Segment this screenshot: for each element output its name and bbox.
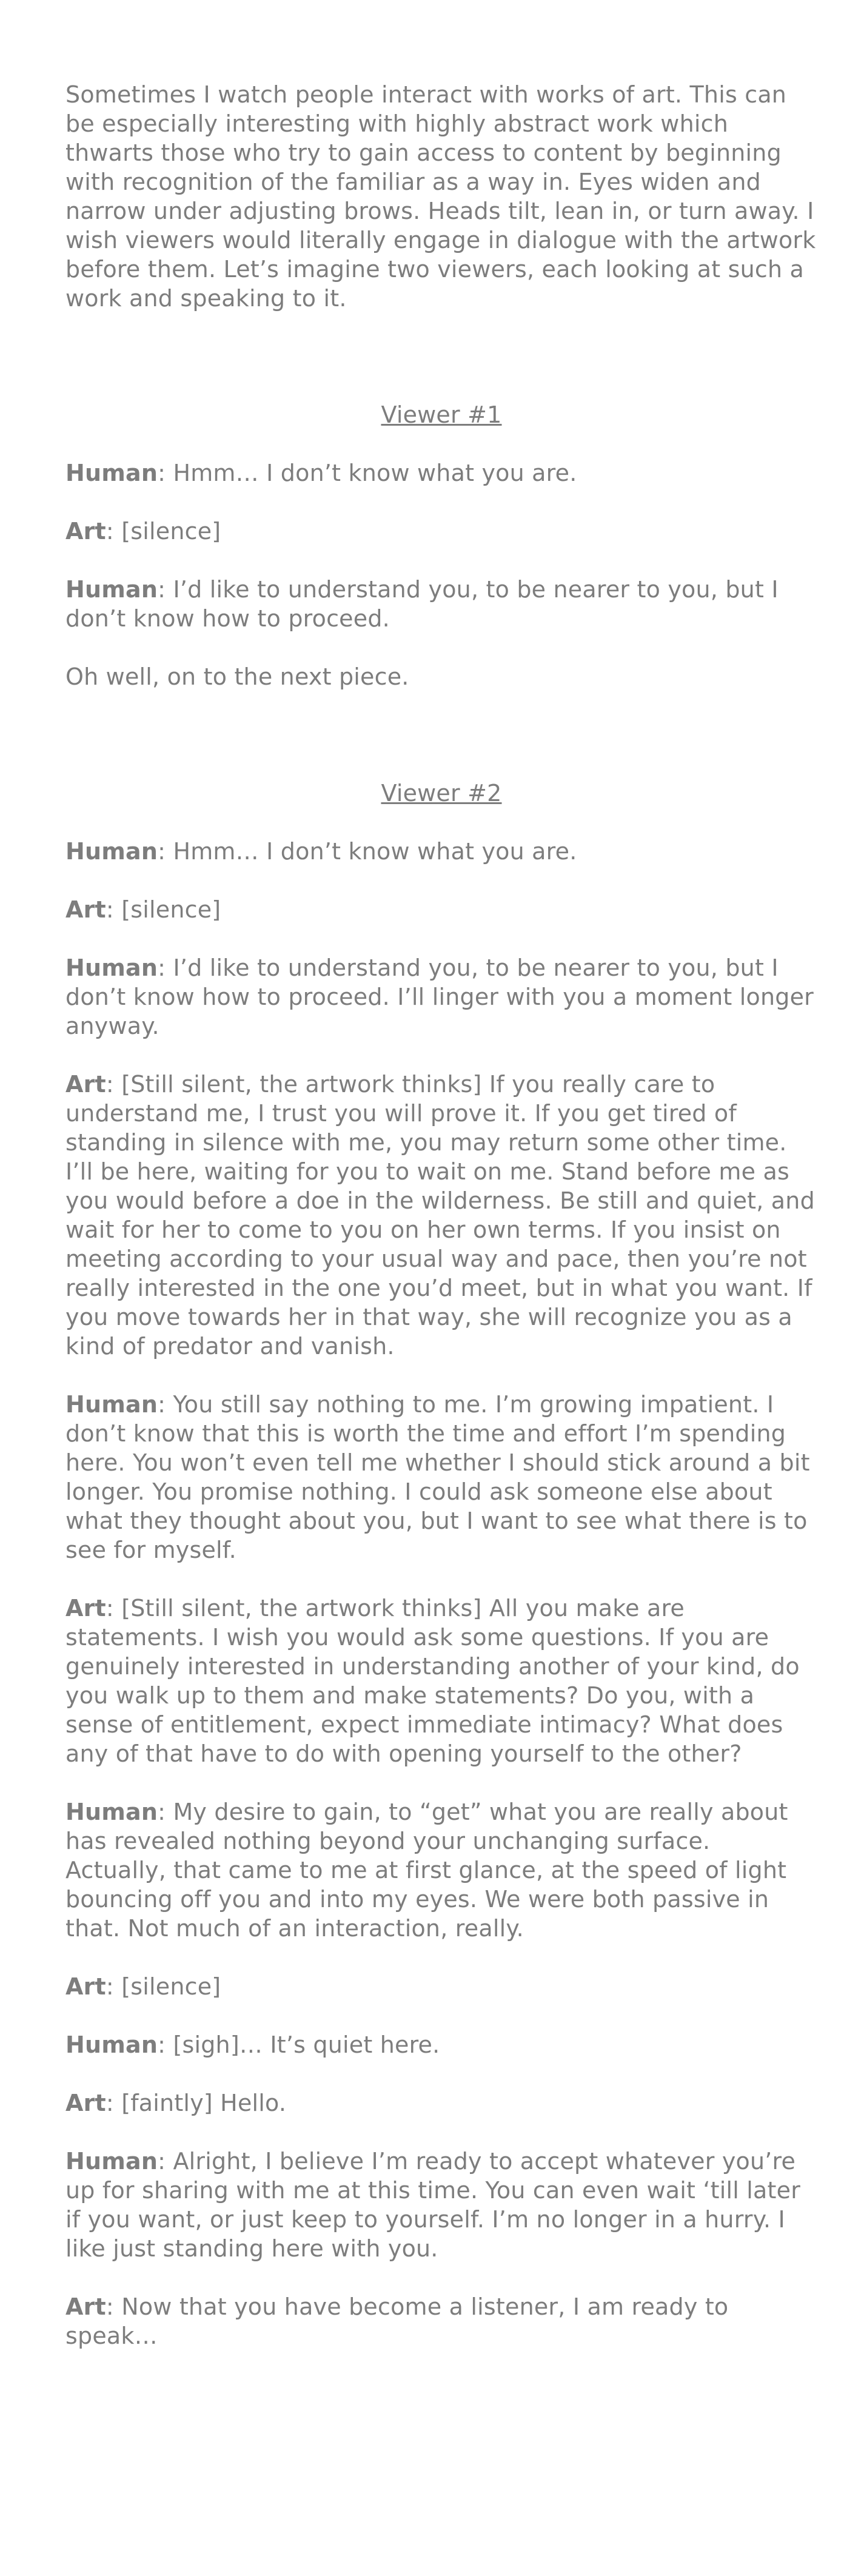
- dialogue-text: : Hmm… I don’t know what you are.: [158, 838, 577, 865]
- dialogue-text: : Alright, I believe I’m ready to accept whatever you’re up for sharing with me at this time. You can even wait ‘till later if you want, or just keep to yourself. I’m no longer in a hurry. I like just standing here with you.: [65, 2148, 801, 2262]
- viewer-1-section: [65, 400, 817, 691]
- dialogue-text: : [silence]: [105, 518, 221, 545]
- dialogue-line: [65, 1972, 817, 2001]
- speaker-label: Human: [65, 1391, 158, 1418]
- dialogue-line: [65, 2030, 817, 2059]
- dialogue-line: [65, 953, 817, 1041]
- viewer-2-section: [65, 779, 817, 2350]
- dialogue-text: : You still say nothing to me. I’m growing impatient. I don’t know that this is worth the time and effort I’m spending here. You won’t even tell me whether I should stick around a bit longer. You promise nothing. I could ask someone else about what they thought about you, but I want to see what there is to see for myself.: [65, 1391, 810, 1563]
- dialogue-line: [65, 837, 817, 866]
- viewer-1-heading: Viewer #1: [381, 401, 502, 428]
- dialogue-text: : Hmm… I don’t know what you are.: [158, 460, 577, 486]
- dialogue-text: : My desire to gain, to “get” what you are really about has revealed nothing beyond your unchanging surface. Actually, that came to me at first glance, at the speed of light bouncing off you and into my eyes. We were both passive in that. Not much of an interaction, really.: [65, 1799, 788, 1942]
- dialogue-line: [65, 1797, 817, 1943]
- dialogue-line: [65, 458, 817, 488]
- dialogue-line: [65, 1390, 817, 1565]
- dialogue-text: : [faintly] Hello.: [105, 2090, 287, 2116]
- speaker-label: Human: [65, 954, 158, 981]
- speaker-label: Art: [65, 1973, 106, 2000]
- dialogue-line: [65, 2292, 817, 2350]
- speaker-label: Human: [65, 460, 158, 486]
- dialogue-text: : I’d like to understand you, to be nearer to you, but I don’t know how to proceed.: [65, 576, 779, 632]
- dialogue-text: : [Still silent, the artwork thinks] All you make are statements. I wish you would ask some questions. If you are genuinely interested in understanding another of your kind, do you walk up to them and make statements? Do you, with a sense of entitlement, expect immediate intimacy? What does any of that have to do with opening yourself to the other?: [65, 1595, 800, 1767]
- speaker-label: Art: [65, 1595, 106, 1622]
- intro-paragraph: Sometimes I watch people interact with works of art. This can be especially interesting with highly abstract work which thwarts those who try to gain access to content by beginning with recognition of the familiar as a way in. Eyes widen and narrow under adjusting brows. Heads tilt, lean in, or turn away. I wish viewers would literally engage in dialogue with the artwork before them. Let’s imagine two viewers, each looking at such a work and speaking to it.: [65, 81, 816, 312]
- speaker-label: Art: [65, 2090, 106, 2116]
- dialogue-text: : [silence]: [105, 896, 221, 923]
- dialogue-text: : Now that you have become a listener, I am ready to speak…: [65, 2293, 729, 2349]
- dialogue-line: [65, 575, 817, 633]
- viewer-2-heading: Viewer #2: [381, 780, 502, 807]
- dialogue-line: [65, 2088, 817, 2118]
- speaker-label: Human: [65, 1799, 158, 1825]
- dialogue-line: [65, 2147, 817, 2263]
- viewer-1-closing: Oh well, on to the next piece.: [65, 663, 409, 690]
- dialogue-text: : [silence]: [105, 1973, 221, 2000]
- dialogue-line: [65, 517, 817, 546]
- dialogue-line: [65, 1070, 817, 1361]
- speaker-label: Art: [65, 1071, 106, 1098]
- speaker-label: Human: [65, 2148, 158, 2175]
- speaker-label: Human: [65, 576, 158, 603]
- speaker-label: Human: [65, 838, 158, 865]
- speaker-label: Art: [65, 2293, 106, 2320]
- dialogue-text: : [Still silent, the artwork thinks] If you really care to understand me, I trust you will prove it. If you get tired of standing in silence with me, you may return some other time. I’ll be here, waiting for you to wait on me. Stand before me as you would before a doe in the wilderness. Be still and quiet, and wait for her to come to you on her own terms. If you insist on meeting according to your usual way and pace, then you’re not really interested in the one you’d meet, but in what you want. If you move towards her in that way, she will recognize you as a kind of predator and vanish.: [65, 1071, 815, 1360]
- document-page: [65, 80, 817, 2380]
- dialogue-text: : [sigh]… It’s quiet here.: [158, 2031, 440, 2058]
- speaker-label: Human: [65, 2031, 158, 2058]
- dialogue-text: : I’d like to understand you, to be nearer to you, but I don’t know how to proceed. I’ll linger with you a moment longer anyway.: [65, 954, 814, 1039]
- speaker-label: Art: [65, 518, 106, 545]
- dialogue-line: [65, 1594, 817, 1768]
- dialogue-line: [65, 895, 817, 924]
- speaker-label: Art: [65, 896, 106, 923]
